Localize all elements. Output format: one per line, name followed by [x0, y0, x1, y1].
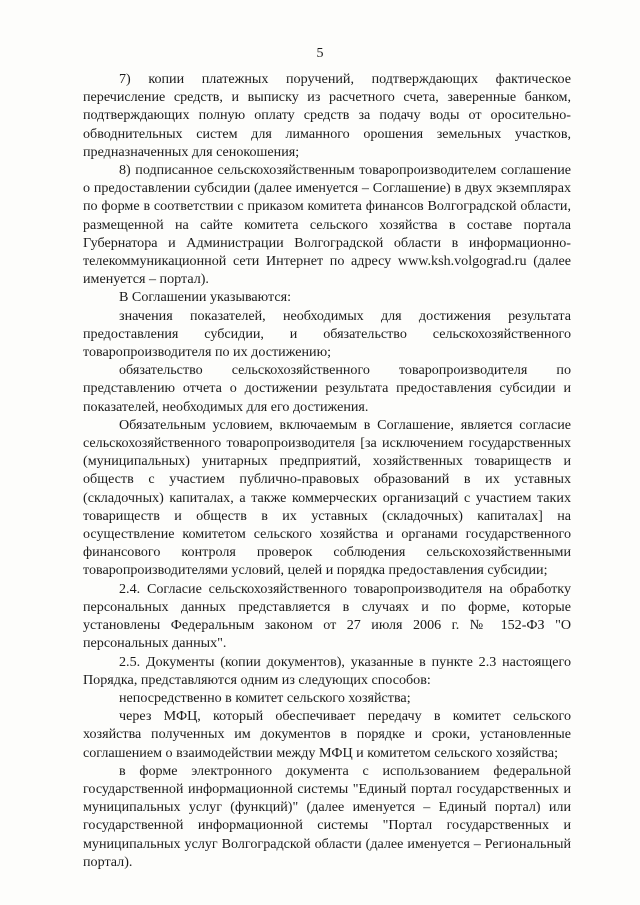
paragraph: 8) подписанное сельскохозяйственным товаропроизводителем соглашение о предоставлении субсидии (далее именуется – Соглашение) в двух экземплярах по форме в соответствии с приказом комитета финансов Волгоградской области, размещенной на сайте комитета сельского хозяйства в составе портала Губернатора и Администрации Волгоградской области в информационно-телекоммуникационной сети Интернет по адресу www.ksh.volgograd.ru (далее именуется – портал).: [83, 162, 571, 288]
paragraph: обязательство сельскохозяйственного товаропроизводителя по представлению отчета о достижении результата предоставления субсидии и показателей, необходимых для его достижения.: [83, 362, 571, 415]
document-body: [83, 70, 571, 871]
paragraph: 2.5. Документы (копии документов), указанные в пункте 2.3 настоящего Порядка, представляются одним из следующих способов:: [83, 653, 571, 688]
paragraph: Обязательным условием, включаемым в Соглашение, является согласие сельскохозяйственного товаропроизводителя [за исключением государственных (муниципальных) унитарных предприятий, хозяйственных товариществ и обществ с участием публично-правовых образований в их уставных (складочных) капиталах, а также коммерческих организаций с участием таких товариществ и обществ в их уставных (складочных) капиталах] на осуществление комитетом сельского хозяйства и органами государственного финансового контроля проверок соблюдения сельскохозяйственными товаропроизводителями условий, целей и порядка предоставления субсидии;: [83, 416, 571, 579]
paragraph: 7) копии платежных поручений, подтверждающих фактическое перечисление средств, и выписку из расчетного счета, заверенные банком, подтверждающих полную оплату средств за подачу воды от оросительно-обводнительных систем для лиманного орошения земельных участков, предназначенных для сенокошения;: [83, 71, 571, 160]
paragraph: 2.4. Согласие сельскохозяйственного товаропроизводителя на обработку персональных данных представляется в случаях и по форме, которые установлены Федеральным законом от 27 июля 2006 г. № 152-ФЗ "О персональных данных".: [83, 580, 571, 652]
paragraph: В Соглашении указываются:: [119, 289, 292, 306]
paragraph: значения показателей, необходимых для достижения результата предоставления субсидии, и обязательство сельскохозяйственного товаропроизводителя по их достижению;: [83, 307, 571, 361]
paragraph: в форме электронного документа с использованием федеральной государственной информационной системы "Единый портал государственных и муниципальных услуг (функций)" (далее именуется – Единый портал) или государственной информационной системы "Портал государственных и муниципальных услуг Волгоградской области (далее именуется – Региональный портал).: [83, 762, 571, 870]
paragraph: через МФЦ, который обеспечивает передачу в комитет сельского хозяйства полученных им документов в порядке и сроки, установленные соглашением о взаимодействии между МФЦ и комитетом сельского хозяйства;: [83, 708, 571, 761]
paragraph: непосредственно в комитет сельского хозяйства;: [119, 689, 411, 706]
page-number: 5: [316, 46, 324, 61]
